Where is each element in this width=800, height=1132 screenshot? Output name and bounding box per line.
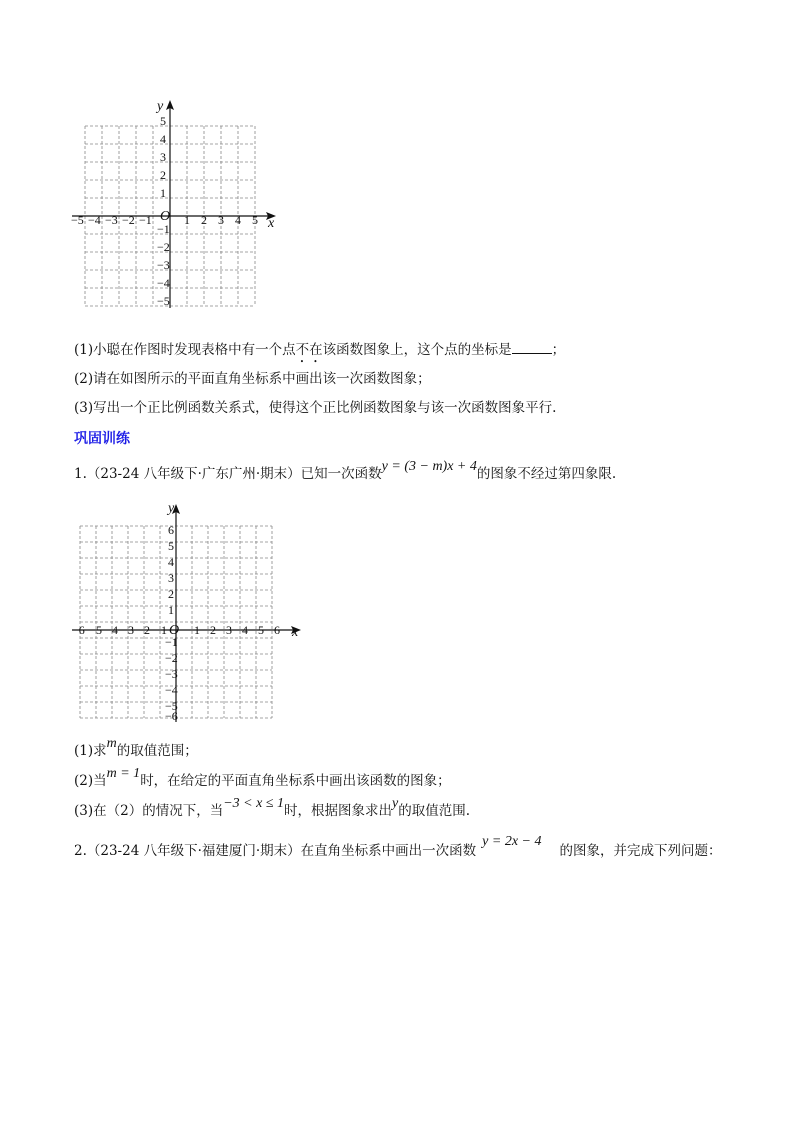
question-1-stem: 1.（23-24 八年级下·广东广州·期末）已知一次函数y = (3 − m)x + 4的图象不经过第四象限. — [74, 459, 617, 482]
x-axis-label: x — [268, 216, 275, 231]
y-tick-label: 4 — [160, 132, 166, 146]
y-tick-label: 1 — [168, 603, 174, 617]
y-tick-label: −1 — [157, 222, 170, 236]
y-tick-label: −3 — [165, 667, 178, 681]
y-tick-label: −6 — [165, 709, 178, 723]
y-axis-label: y — [168, 501, 175, 516]
y-tick-label: 1 — [160, 186, 166, 200]
question-1-part-3: (3)在（2）的情况下，当−3 < x ≤ 1时，根据图象求出y的取值范围. — [74, 796, 471, 819]
x-tick-label: 6 — [274, 623, 280, 637]
x-tick-label: 2 — [210, 623, 216, 637]
section-title: 巩固训练 — [74, 431, 130, 447]
coordinate-grid-1 — [70, 96, 285, 311]
variable: y — [392, 796, 399, 811]
x-tick-label: 4 — [235, 213, 241, 227]
x-tick-label: −4 — [88, 213, 101, 227]
emphasized-text: 不在 — [295, 342, 323, 358]
question-part-1: (1)小聪在作图时发现表格中有一个点不在该函数图象上，这个点的坐标是 ； — [74, 339, 565, 366]
question-1-part-1: (1)求m的取值范围； — [74, 736, 198, 759]
x-tick-label: 2 — [144, 623, 150, 637]
question-2-stem: 2.（23-24 八年级下·福建厦门·期末）在直角坐标系中画出一次函数y = 2x − 4的图象，并完成下列问题： — [74, 834, 722, 859]
condition: −3 < x ≤ 1 — [223, 796, 285, 811]
origin-label: O — [169, 623, 180, 638]
x-tick-label: 4 — [242, 623, 248, 637]
x-tick-label: −3 — [105, 213, 118, 227]
x-axis-label: x — [292, 625, 299, 640]
x-tick-label: −2 — [122, 213, 135, 227]
x-tick-label: 5 — [96, 623, 102, 637]
question-part-3: (3)写出一个正比例函数关系式，使得这个正比例函数图象与该一次函数图象平行. — [74, 400, 557, 416]
x-tick-label: −6 — [72, 623, 85, 637]
y-tick-label: 2 — [168, 587, 174, 601]
axes — [72, 100, 276, 308]
y-tick-label: 3 — [160, 150, 166, 164]
x-tick-label: 3 — [218, 213, 224, 227]
axes — [72, 504, 301, 722]
x-tick-label: −5 — [71, 213, 84, 227]
formula: y = (3 − m)x + 4 — [381, 459, 477, 474]
x-tick-label: 4 — [112, 623, 118, 637]
variable: m — [106, 736, 117, 751]
y-tick-label: 5 — [160, 114, 166, 128]
answer-blank[interactable] — [512, 339, 552, 354]
x-tick-label: 2 — [201, 213, 207, 227]
y-tick-label: 5 — [168, 539, 174, 553]
x-tick-label: 1 — [184, 213, 190, 227]
y-tick-label: −2 — [165, 651, 178, 665]
y-tick-label: 3 — [168, 571, 174, 585]
x-tick-label: 1 — [161, 623, 167, 637]
y-tick-label: 2 — [160, 168, 166, 182]
formula: y = 2x − 4 — [482, 834, 542, 849]
x-tick-label: 5 — [252, 213, 258, 227]
question-1-part-2: (2)当m = 1时，在给定的平面直角坐标系中画出该函数的图象； — [74, 766, 451, 789]
condition: m = 1 — [106, 766, 141, 781]
y-tick-label: −4 — [165, 683, 178, 697]
x-tick-label: 3 — [226, 623, 232, 637]
y-tick-label: 4 — [168, 555, 174, 569]
y-tick-label: −3 — [157, 258, 170, 272]
y-tick-label: −4 — [157, 276, 170, 290]
question-part-2: (2)请在如图所示的平面直角坐标系中画出该一次函数图象； — [74, 371, 431, 387]
y-tick-label: −2 — [157, 240, 170, 254]
x-tick-label: 5 — [258, 623, 264, 637]
y-tick-label: 6 — [168, 523, 174, 537]
coordinate-grid-2 — [70, 500, 310, 725]
y-tick-label: −5 — [165, 699, 178, 713]
y-tick-label: −5 — [157, 294, 170, 308]
x-tick-label: 3 — [128, 623, 134, 637]
x-tick-label: −1 — [139, 213, 152, 227]
x-tick-label: 1 — [194, 623, 200, 637]
y-axis-label: y — [157, 99, 164, 114]
origin-label: O — [160, 209, 171, 224]
y-tick-label: −1 — [165, 635, 178, 649]
